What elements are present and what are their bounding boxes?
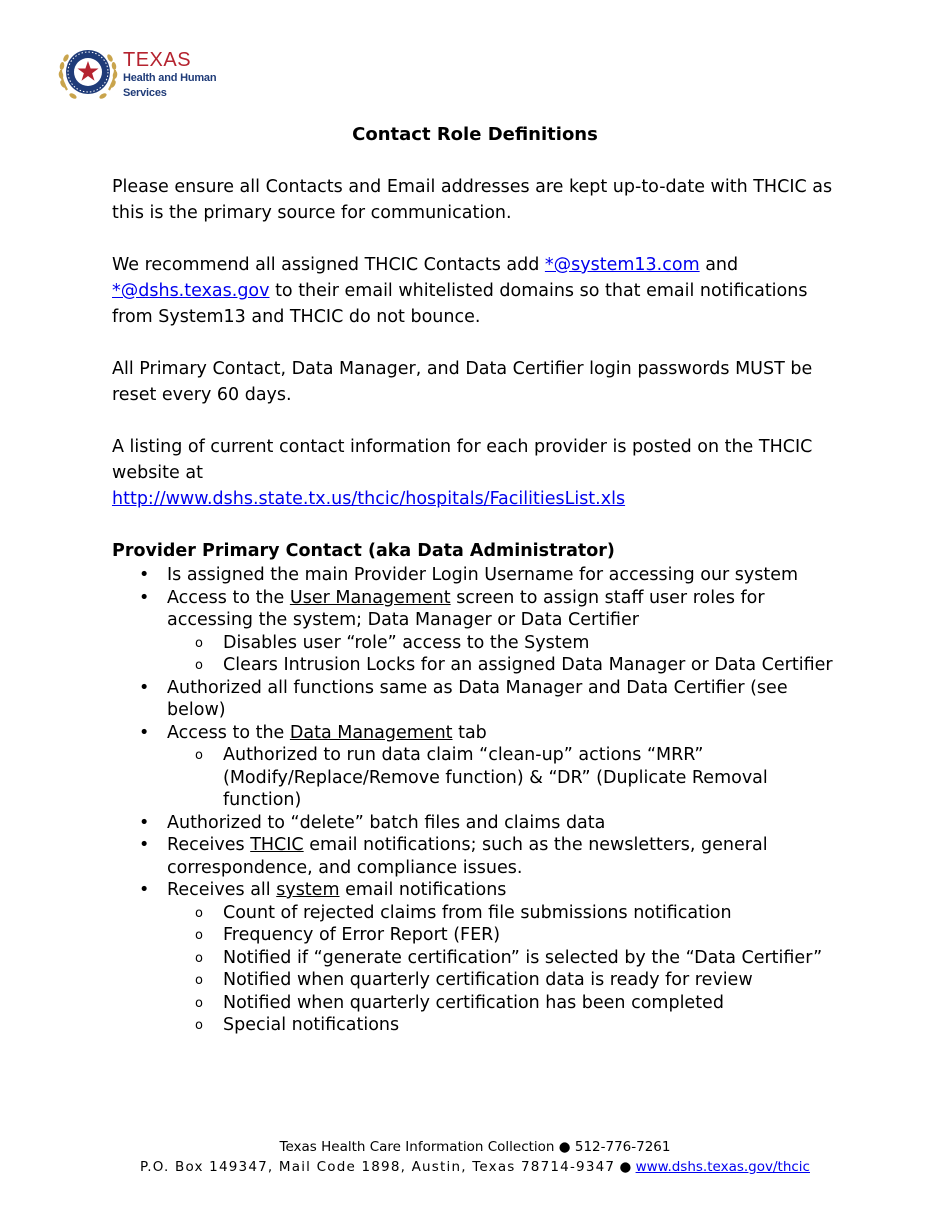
facilities-list-link[interactable]: http://www.dshs.state.tx.us/thcic/hospitals/FacilitiesList.xls: [112, 489, 626, 509]
list-item-text: screen to assign staff user roles for accessing the system; Data Manager or Data Certifier: [167, 587, 765, 630]
sub-list-item: o Clears Intrusion Locks for an assigned Data Manager or Data Certifier: [111, 654, 842, 677]
intro-text: We recommend all assigned THCIC Contacts add: [112, 255, 545, 275]
footer-address: P.O. Box 149347, Mail Code 1898, Austin, Texas 78714-9347: [140, 1159, 616, 1175]
section-heading: Provider Primary Contact (aka Data Administrator): [112, 541, 615, 561]
page-title: Contact Role Definitions: [352, 124, 598, 145]
dshs-email-link[interactable]: *@dshs.texas.gov: [112, 281, 270, 301]
list-item: • Authorized all functions same as Data Manager and Data Certifier (see below): [112, 677, 842, 722]
thcic-term: THCIC: [250, 835, 304, 855]
list-item: [112, 834, 842, 879]
system-term: system: [276, 880, 340, 900]
intro-text: A listing of current contact information for each provider is posted on the THCIC website at: [112, 437, 813, 483]
sub-list-item: o Authorized to run data claim “clean-up” actions “MRR” (Modify/Replace/Remove function) & “DR” (Duplicate Removal function): [111, 744, 842, 812]
sub-list-item: o Frequency of Error Report (FER): [111, 924, 842, 947]
system13-email-link[interactable]: *@system13.com: [544, 255, 700, 275]
list-item: [112, 879, 842, 1037]
logo-subtitle-line1: Health and Human: [123, 72, 217, 84]
sub-list: [167, 902, 842, 1037]
footer-address-line: [0, 1157, 950, 1177]
logo-wordmark: [123, 50, 216, 100]
intro-text: to their email whitelisted domains so that email notifications from System13 and THCIC do not bounce.: [112, 281, 808, 327]
list-item-text: Receives all: [167, 880, 277, 900]
intro-paragraph-2: [112, 252, 842, 330]
sub-list-item: o Notified if “generate certification” is selected by the “Data Certifier”: [111, 947, 842, 970]
page-footer: [0, 1137, 950, 1177]
logo-subtitle-line2: Services: [123, 87, 167, 99]
sub-list-item: o Count of rejected claims from file submissions notification: [111, 902, 842, 925]
list-item-text: Access to the: [167, 587, 290, 608]
agency-logo: [57, 40, 227, 106]
footer-website-link[interactable]: www.dshs.texas.gov/thcic: [635, 1159, 810, 1175]
list-item-text: Receives: [167, 835, 251, 855]
list-item-text: Access to the: [167, 722, 290, 743]
intro-paragraph-4: [112, 434, 842, 512]
intro-paragraph-1: Please ensure all Contacts and Email addresses are kept up-to-date with THCIC as this is the primary source for communication.: [112, 177, 833, 223]
list-item-text: email notifications: [339, 880, 507, 900]
role-duties-list: [112, 564, 842, 1037]
list-item-text: tab: [452, 722, 487, 743]
document-body: [112, 174, 842, 1037]
user-management-term: User Management: [289, 587, 451, 608]
sub-list-item: o Disables user “role” access to the System: [111, 632, 842, 655]
list-item: • Is assigned the main Provider Login Username for accessing our system: [112, 564, 842, 587]
sub-list-item: o Notified when quarterly certification has been completed: [111, 992, 842, 1015]
logo-title: TEXAS: [123, 49, 192, 71]
data-management-term: Data Management: [289, 722, 453, 743]
sub-list: [167, 744, 842, 812]
sub-list: [167, 632, 842, 677]
list-item-text: email notifications; such as the newsletters, general correspondence, and compliance issues.: [167, 835, 768, 878]
footer-bullet: ●: [615, 1159, 636, 1175]
sub-list-item: o Notified when quarterly certification data is ready for review: [111, 969, 842, 992]
sub-list-item: o Special notifications: [111, 1014, 842, 1037]
list-item: [112, 587, 842, 677]
intro-paragraph-3: All Primary Contact, Data Manager, and Data Certifier login passwords MUST be reset every 60 days.: [112, 359, 813, 405]
list-item: [112, 722, 842, 812]
list-item: • Authorized to “delete” batch files and claims data: [112, 812, 842, 835]
intro-text: and: [699, 255, 739, 275]
footer-contact-line: Texas Health Care Information Collection ● 512-776-7261: [279, 1139, 671, 1155]
texas-seal-icon: [57, 40, 119, 106]
